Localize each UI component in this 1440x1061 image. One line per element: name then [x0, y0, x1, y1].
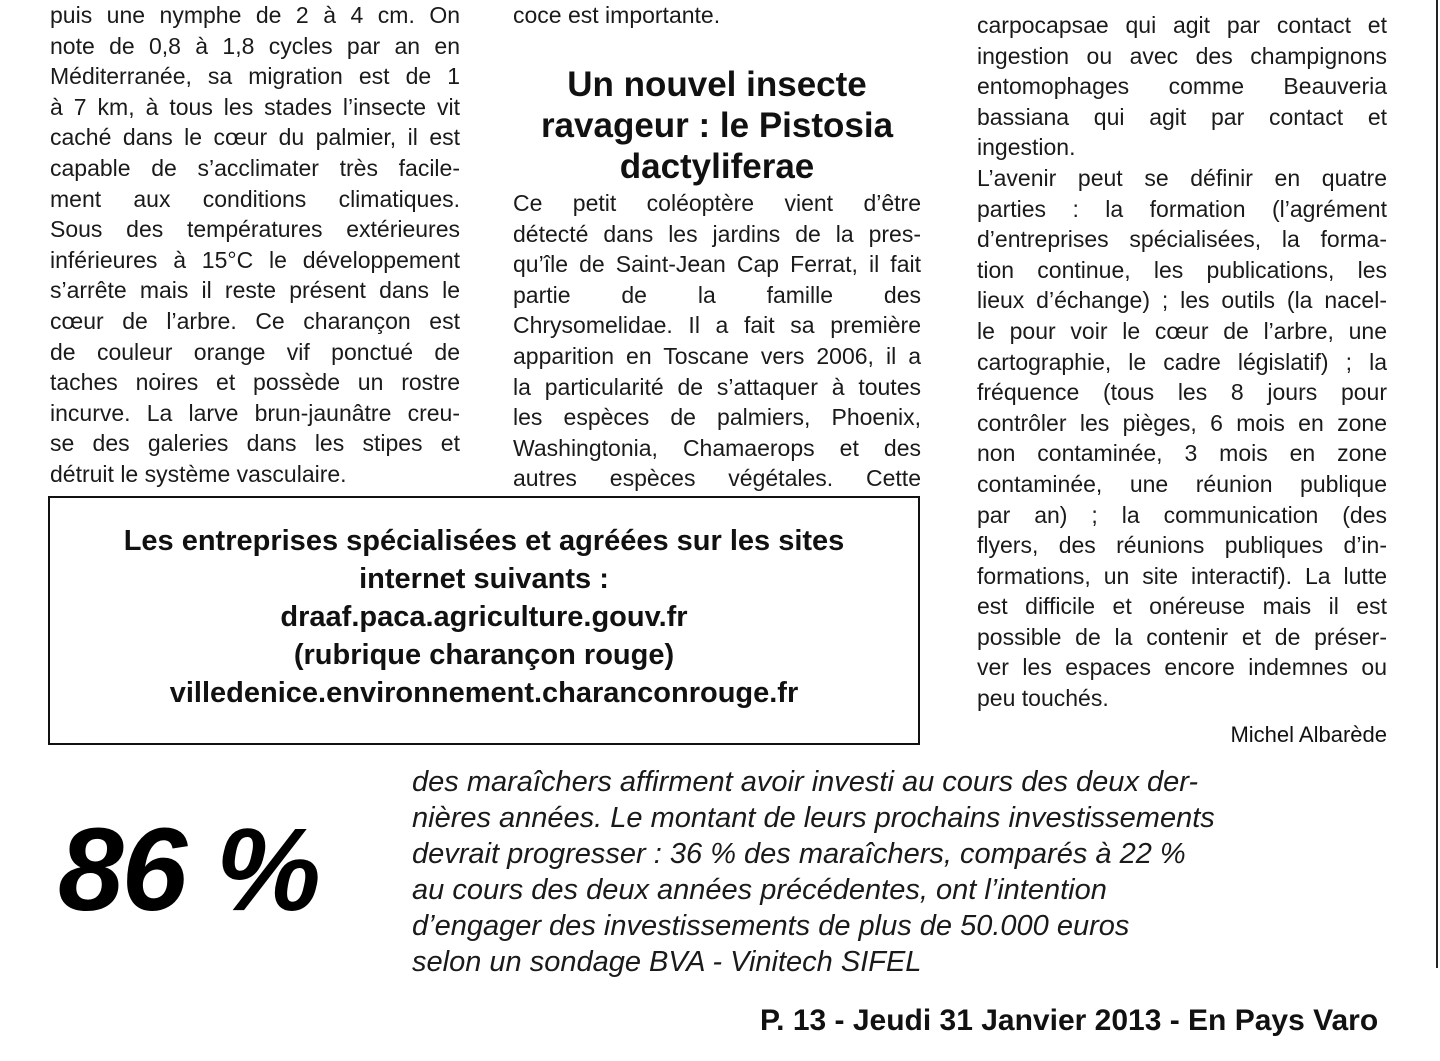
text-line: contaminée, une réunion publique — [977, 470, 1387, 497]
page-footer: P. 13 - Jeudi 31 Janvier 2013 - En Pays Varo — [760, 1004, 1379, 1037]
text-line: au cours des deux années précédentes, ont l’intention — [412, 874, 1107, 906]
article-body-middle — [513, 188, 921, 494]
text-line: selon un sondage BVA - Vinitech SIFEL — [412, 946, 922, 978]
text-line: des maraîchers affirment avoir investi au cours des deux der- — [412, 766, 1199, 798]
text-line: puis une nymphe de 2 à 4 cm. On — [50, 2, 460, 28]
text-line: détecté dans les jardins de la pres- — [513, 220, 921, 247]
text-line: Sous des températures extérieures — [50, 216, 460, 243]
text-line: ver les espaces encore indemnes ou — [977, 654, 1387, 681]
text-line: détruit le système vasculaire. — [50, 460, 347, 487]
text-line: cœur de l’arbre. Ce charançon est — [50, 307, 460, 334]
text-line: le pour voir le cœur de l’arbre, une — [977, 317, 1387, 344]
text-line: par an) ; la communication (des — [977, 501, 1387, 528]
text-line: tion continue, les publications, les — [977, 256, 1387, 283]
text-line: partie de la famille des — [513, 281, 921, 308]
text-line: Méditerranée, sa migration est de 1 — [50, 63, 460, 90]
text-line: incurve. La larve brun-jaunâtre creu- — [50, 399, 460, 426]
page-edge-rule — [1436, 0, 1438, 968]
article-column-left — [50, 0, 460, 490]
text-line: carpocapsae qui agit par contact et — [977, 12, 1387, 38]
text-line: d’entreprises spécialisées, la forma- — [977, 226, 1387, 253]
text-line: formations, un site interactif). La lutte — [977, 562, 1387, 589]
text-line: entomophages comme Beauveria — [977, 73, 1387, 100]
text-line: note de 0,8 à 1,8 cycles par an en — [50, 32, 460, 59]
text-line: caché dans le cœur du palmier, il est — [50, 124, 460, 151]
text-line: peu touchés. — [977, 685, 1109, 712]
article-column-middle — [513, 0, 921, 31]
text-line: les espèces de palmiers, Phoenix, — [513, 404, 921, 431]
text-line: lieux d’échange) ; les outils (la nacel- — [977, 287, 1387, 314]
big-percentage: 86 % — [58, 804, 319, 936]
website-link-villedenice[interactable]: villedenice.environnement.charanconrouge.fr — [169, 677, 799, 709]
heading-line: ravageur : le Pistosia — [540, 106, 894, 145]
box-line: internet suivants : — [359, 563, 609, 595]
text-line: se des galeries dans les stipes et — [50, 430, 460, 457]
heading-line: dactyliferae — [619, 147, 815, 186]
article-heading — [513, 64, 921, 187]
text-line: contrôler les pièges, 6 mois en zone — [977, 409, 1387, 436]
text-line: fréquence (tous les 8 jours pour — [977, 379, 1387, 406]
text-line: la particularité de s’attaquer à toutes — [513, 373, 921, 400]
text-line: Chrysomelidae. Il a fait sa première — [513, 312, 921, 339]
text-line: d’engager des investissements de plus de 50.000 euros — [412, 910, 1130, 942]
text-line: s’arrête mais il reste présent dans le — [50, 277, 460, 304]
text-line: Ce petit coléoptère vient d’être — [513, 190, 921, 216]
text-line: devrait progresser : 36 % des maraîchers, comparés à 22 % — [412, 838, 1186, 870]
text-line: est difficile et onéreuse mais il est — [977, 593, 1387, 620]
text-line: de couleur orange vif ponctué de — [50, 338, 460, 365]
text-line: parties : la formation (l’agrément — [977, 195, 1387, 222]
text-line: ingestion ou avec des champignons — [977, 42, 1387, 69]
text-line: cartographie, le cadre législatif) ; la — [977, 348, 1387, 375]
text-line: inférieures à 15°C le développement — [50, 246, 460, 273]
text-line: à 7 km, à tous les stades l’insecte vit — [50, 93, 460, 120]
statistic-text — [412, 764, 1352, 980]
website-link-draaf[interactable]: draaf.paca.agriculture.gouv.fr — [280, 601, 688, 633]
websites-box — [48, 496, 920, 745]
text-line: apparition en Toscane vers 2006, il a — [513, 342, 921, 369]
heading-line: Un nouvel insecte — [567, 65, 867, 104]
text-line: taches noires et possède un rostre — [50, 369, 460, 396]
text-line: coce est importante. — [513, 2, 721, 28]
text-line: flyers, des réunions publiques d’in- — [977, 532, 1387, 559]
text-line: Washingtonia, Chamaerops et des — [513, 434, 921, 461]
article-byline: Michel Albarède — [1230, 722, 1387, 747]
text-line: L’avenir peut se définir en quatre — [977, 164, 1387, 191]
text-line: nières années. Le montant de leurs prochains investissements — [412, 802, 1215, 834]
text-line: capable de s’acclimater très facile- — [50, 154, 460, 181]
text-line: ment aux conditions climatiques. — [50, 185, 460, 212]
text-line: non contaminée, 3 mois en zone — [977, 440, 1387, 467]
box-line: (rubrique charançon rouge) — [293, 639, 675, 671]
text-line: possible de la contenir et de préser- — [977, 623, 1387, 650]
article-column-right — [977, 10, 1387, 714]
text-line: qu’île de Saint-Jean Cap Ferrat, il fait — [513, 251, 921, 278]
text-line: ingestion. — [977, 134, 1076, 161]
box-line: Les entreprises spécialisées et agréées sur les sites — [123, 525, 845, 557]
text-line: autres espèces végétales. Cette — [513, 465, 921, 492]
text-line: bassiana qui agit par contact et — [977, 103, 1387, 130]
